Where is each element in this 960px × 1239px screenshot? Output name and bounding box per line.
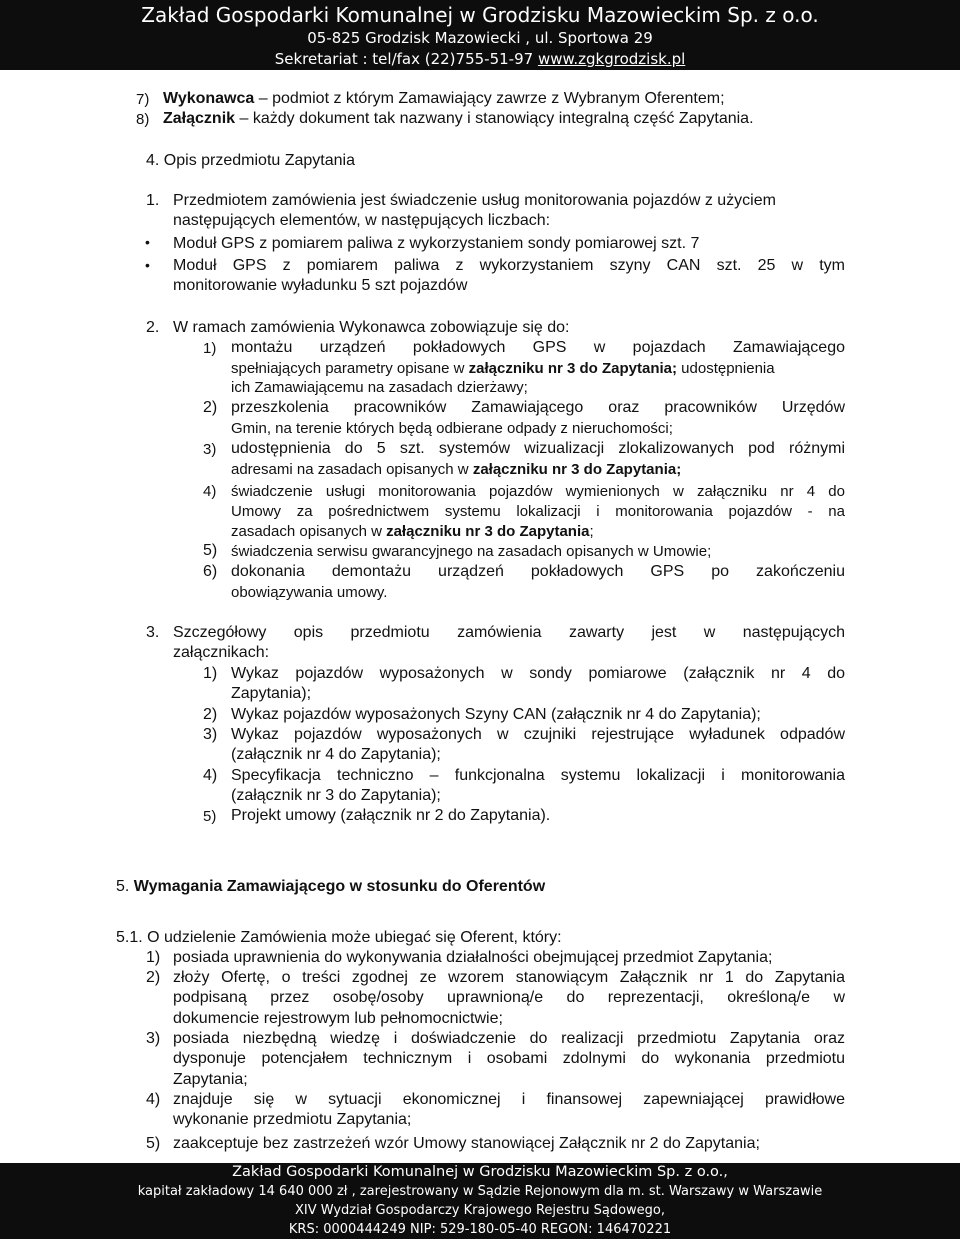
attachment-3-number: 3) <box>203 726 218 743</box>
attachment-5-number: 5) <box>203 808 217 825</box>
item-1-line-1: montażu urządzeń pokładowych GPS w pojazdach Zamawiającego <box>231 339 845 356</box>
point-3-line-1: Szczegółowy opis przedmiotu zamówienia zawarty jest w następujących <box>173 624 845 641</box>
section-5-1: 5.1. O udzielenie Zamówienia może ubiegać się Oferent, który: <box>116 929 562 946</box>
item-1-attachment-ref: załączniku nr 3 do Zapytania; <box>468 360 678 377</box>
requirement-3-line-2: dysponuje potencjałem technicznym i osobami zdolnymi do wykonania przedmiotu <box>173 1050 845 1067</box>
point-1-line-1: Przedmiotem zamówienia jest świadczenie usług monitorowania pojazdów z użyciem <box>173 192 776 209</box>
requirement-5-number: 5) <box>146 1135 161 1152</box>
requirement-5-line-1: zaakceptuje bez zastrzeżeń wzór Umowy stanowiącej Załącznik nr 2 do Zapytania; <box>173 1135 760 1152</box>
point-2-intro: W ramach zamówienia Wykonawca zobowiązuje się do: <box>173 319 570 336</box>
item-1-line-2 <box>231 359 775 379</box>
footer-ids: KRS: 0000444249 NIP: 529-180-05-40 REGON: 146470221 <box>288 1222 672 1237</box>
item-3-attachment-ref: załączniku nr 3 do Zapytania; <box>472 461 682 478</box>
item-2-number: 2) <box>203 399 218 416</box>
attachment-2-number: 2) <box>203 706 218 723</box>
attachment-3-line-2: (załącznik nr 4 do Zapytania); <box>231 746 441 763</box>
item-1-line-3: ich Zamawiającemu na zasadach dzierżawy; <box>231 379 528 396</box>
definition-7 <box>163 89 725 109</box>
item-5-number: 5) <box>203 542 218 559</box>
requirement-3-line-1: posiada niezbędną wiedzę i doświadczenie do realizacji przedmiotu Zapytania oraz <box>173 1030 845 1047</box>
section-4-heading: 4. Opis przedmiotu Zapytania <box>146 152 355 169</box>
requirement-1-number: 1) <box>146 949 161 966</box>
bullet-2-line-1: Moduł GPS z pomiarem paliwa z wykorzystaniem szyny CAN szt. 25 w tym <box>173 257 845 274</box>
attachment-4-line-1: Specyfikacja techniczno – funkcjonalna systemu lokalizacji i monitorowania <box>231 767 845 784</box>
item-2-line-2: Gmin, na terenie których będą odbierane odpady z nieruchomości; <box>231 420 673 437</box>
definition-8-term: Załącznik <box>163 110 236 127</box>
item-3-line-2 <box>231 460 681 480</box>
requirement-3-number: 3) <box>146 1030 161 1047</box>
contact-phone: Sekretariat : tel/fax (22)755-51-97 <box>274 50 538 68</box>
attachment-5-line-1: Projekt umowy (załącznik nr 2 do Zapytania). <box>231 807 551 824</box>
requirement-2-line-3: dokumencie rejestrowym lub pełnomocnictwie; <box>173 1010 503 1027</box>
attachment-4-line-2: (załącznik nr 3 do Zapytania); <box>231 787 441 804</box>
bullet-2-line-2: monitorowanie wyładunku 5 szt pojazdów <box>173 277 468 294</box>
item-3-line-1: udostępnienia do 5 szt. systemów wizualizacji zlokalizowanych pod różnymi <box>231 440 845 457</box>
attachment-1-line-1: Wykaz pojazdów wyposażonych w sondy pomiarowe (załącznik nr 4 do <box>231 665 845 682</box>
company-contact <box>0 49 960 69</box>
item-5-line-1: świadczenia serwisu gwarancyjnego na zasadach opisanych w Umowie; <box>231 543 712 560</box>
attachment-4-number: 4) <box>203 767 218 784</box>
company-address: 05-825 Grodzisk Mazowiecki , ul. Sportowa 29 <box>307 29 653 47</box>
definition-7-number: 7) <box>136 91 150 108</box>
definition-8-text: – każdy dokument tak nazwany i stanowiący integralną część Zapytania. <box>235 110 754 127</box>
bullet-1: Moduł GPS z pomiarem paliwa z wykorzystaniem sondy pomiarowej szt. 7 <box>173 235 700 252</box>
attachment-1-number: 1) <box>203 665 218 682</box>
item-4-line-1: świadczenie usługi monitorowania pojazdów wymienionych w załączniku nr 4 do <box>231 483 845 500</box>
item-4-number: 4) <box>203 483 217 500</box>
point-1-line-2: następujących elementów, w następujących liczbach: <box>173 212 551 229</box>
section-5-heading <box>116 877 545 897</box>
requirement-2-line-2: podpisaną przez osobę/osoby uprawnioną/e do reprezentacji, określoną/e w <box>173 989 845 1006</box>
attachment-1-line-2: Zapytania); <box>231 685 312 702</box>
requirement-1-line-1: posiada uprawnienia do wykonywania działalności obejmującej przedmiot Zapytania; <box>173 949 773 966</box>
point-3-line-2: załącznikach: <box>173 644 270 661</box>
requirement-2-line-1: złoży Ofertę, o treści zgodnej ze wzorem stanowiącym Załącznik nr 1 do Zapytania <box>173 969 845 986</box>
requirement-2-number: 2) <box>146 969 161 986</box>
footer-company: Zakład Gospodarki Komunalnej w Grodzisku Mazowieckim Sp. z o.o., <box>232 1164 728 1180</box>
item-3-number: 3) <box>203 441 217 458</box>
item-6-line-1: dokonania demontażu urządzeń pokładowych GPS po zakończeniu <box>231 563 845 580</box>
requirement-4-number: 4) <box>146 1091 161 1108</box>
point-3-number: 3. <box>146 624 160 641</box>
bullet-icon: • <box>145 234 150 250</box>
attachment-3-line-1: Wykaz pojazdów wyposażonych w czujniki rejestrujące wyładunek odpadów <box>231 726 845 743</box>
point-2-number: 2. <box>146 319 160 336</box>
item-1-text-a: spełniających parametry opisane w <box>231 360 469 377</box>
section-5-title: Wymagania Zamawiającego w stosunku do Oferentów <box>129 878 546 895</box>
definition-7-term: Wykonawca <box>163 90 255 107</box>
item-1-number: 1) <box>203 340 217 357</box>
item-2-line-1: przeszkolenia pracowników Zamawiającego oraz pracowników Urzędów <box>231 399 845 416</box>
requirement-3-line-3: Zapytania; <box>173 1071 248 1088</box>
attachment-2-line-1: Wykaz pojazdów wyposażonych Szyny CAN (załącznik nr 4 do Zapytania); <box>231 706 761 723</box>
item-4-line-3 <box>231 522 594 542</box>
item-6-line-2: obowiązywania umowy. <box>231 584 388 601</box>
website-link[interactable]: www.zgkgrodzisk.pl <box>537 50 686 68</box>
item-4-text-a: zasadach opisanych w <box>231 523 387 540</box>
letterhead-header <box>0 0 960 70</box>
company-name: Zakład Gospodarki Komunalnej w Grodzisku Mazowieckim Sp. z o.o. <box>141 3 819 27</box>
item-3-text-a: adresami na zasadach opisanych w <box>231 461 473 478</box>
bullet-icon: • <box>145 257 150 273</box>
item-4-text-c: ; <box>589 523 594 540</box>
section-5-number: 5. <box>116 878 130 895</box>
footer-register: XIV Wydział Gospodarczy Krajowego Rejestru Sądowego, <box>294 1203 666 1218</box>
definition-8-number: 8) <box>136 111 150 128</box>
item-6-number: 6) <box>203 563 218 580</box>
footer-capital: kapitał zakładowy 14 640 000 zł , zarejestrowany w Sądzie Rejonowym dla m. st. Warszawy w Warszawie <box>137 1184 823 1199</box>
letterhead-footer <box>0 1163 960 1239</box>
point-1-number: 1. <box>146 192 160 209</box>
item-1-text-c: udostępnienia <box>677 360 775 377</box>
item-4-line-2: Umowy za pośrednictwem systemu lokalizacji i monitorowania pojazdów - na <box>231 503 845 520</box>
requirement-4-line-1: znajduje się w sytuacji ekonomicznej i finansowej zapewniającej prawidłowe <box>173 1091 845 1108</box>
definition-7-text: – podmiot z którym Zamawiający zawrze z Wybranym Oferentem; <box>254 90 725 107</box>
item-4-attachment-ref: załączniku nr 3 do Zapytania <box>386 523 590 540</box>
definition-8 <box>163 109 754 129</box>
requirement-4-line-2: wykonanie przedmiotu Zapytania; <box>173 1111 412 1128</box>
